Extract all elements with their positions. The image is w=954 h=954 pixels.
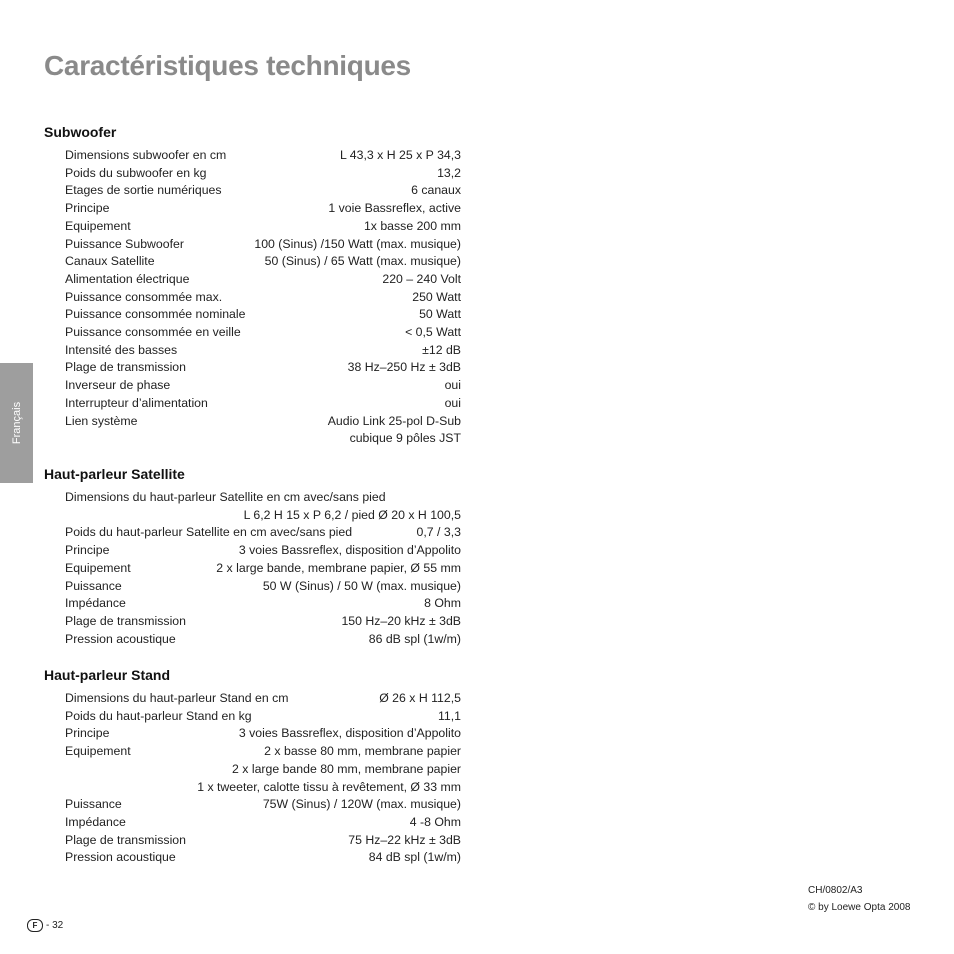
spec-label: Equipement xyxy=(65,744,131,759)
spec-label: Plage de transmission xyxy=(65,360,186,375)
spec-value: ±12 dB xyxy=(422,342,461,357)
spec-row xyxy=(65,778,461,796)
spec-row xyxy=(65,541,461,559)
spec-label: Principe xyxy=(65,543,110,558)
spec-label: Impédance xyxy=(65,596,126,611)
spec-row xyxy=(65,742,461,760)
spec-value: 50 W (Sinus) / 50 W (max. musique) xyxy=(262,578,461,593)
spec-row xyxy=(65,724,461,742)
spec-value: 1x basse 200 mm xyxy=(363,218,461,233)
spec-value: oui xyxy=(444,395,461,410)
page-number: - 32 xyxy=(46,920,64,931)
copyright-text: © by Loewe Opta 2008 xyxy=(808,902,911,913)
spec-value: cubique 9 pôles JST xyxy=(349,431,461,446)
spec-label: Etages de sortie numériques xyxy=(65,183,222,198)
spec-value: 0,7 / 3,3 xyxy=(416,525,461,540)
spec-value: 250 Watt xyxy=(412,289,461,304)
spec-value: 86 dB spl (1w/m) xyxy=(368,631,461,646)
spec-row xyxy=(65,288,461,306)
spec-row xyxy=(65,594,461,612)
spec-row xyxy=(65,394,461,412)
spec-row xyxy=(65,795,461,813)
spec-row xyxy=(65,305,461,323)
spec-row xyxy=(65,358,461,376)
language-side-tab-label: Français xyxy=(10,401,23,445)
spec-label: Equipement xyxy=(65,560,131,575)
spec-row xyxy=(65,707,461,725)
spec-row xyxy=(65,146,461,164)
spec-label: Principe xyxy=(65,726,110,741)
spec-label: Poids du haut-parleur Satellite en cm avec/sans pied xyxy=(65,525,353,540)
spec-value: 75W (Sinus) / 120W (max. musique) xyxy=(262,797,461,812)
spec-label: Puissance consommée nominale xyxy=(65,307,246,322)
spec-row xyxy=(65,181,461,199)
spec-value: 8 Ohm xyxy=(424,596,461,611)
spec-row xyxy=(65,412,461,430)
spec-value: 2 x large bande 80 mm, membrane papier xyxy=(232,761,461,776)
spec-label: Puissance xyxy=(65,797,122,812)
spec-label: Dimensions subwoofer en cm xyxy=(65,148,227,162)
spec-row xyxy=(65,429,461,447)
spec-row xyxy=(65,523,461,541)
spec-row xyxy=(65,506,461,524)
spec-value: 4 -8 Ohm xyxy=(409,814,461,829)
spec-value: 84 dB spl (1w/m) xyxy=(368,850,461,865)
spec-row xyxy=(65,612,461,630)
spec-value: Audio Link 25-pol D-Sub xyxy=(327,413,461,428)
spec-label: Dimensions du haut-parleur Stand en cm xyxy=(65,691,289,705)
spec-row xyxy=(65,341,461,359)
spec-value: oui xyxy=(444,378,461,393)
spec-value: Ø 26 x H 112,5 xyxy=(379,691,461,705)
section-title: Haut-parleur Stand xyxy=(44,667,171,683)
spec-row xyxy=(65,323,461,341)
spec-label: Inverseur de phase xyxy=(65,378,171,393)
spec-label: Canaux Satellite xyxy=(65,254,155,269)
spec-row xyxy=(65,164,461,182)
spec-label: Plage de transmission xyxy=(65,832,186,847)
spec-row xyxy=(65,270,461,288)
spec-label: Dimensions du haut-parleur Satellite en cm avec/sans pied xyxy=(65,490,386,504)
spec-label: Lien système xyxy=(65,413,138,428)
spec-label: Interrupteur d’alimentation xyxy=(65,395,208,410)
spec-label: Poids du subwoofer en kg xyxy=(65,165,207,180)
spec-value: 3 voies Bassreflex, disposition d’Appolito xyxy=(238,543,461,558)
language-side-tab xyxy=(0,363,33,483)
spec-value: 50 Watt xyxy=(419,307,461,322)
spec-value: 2 x large bande, membrane papier, Ø 55 mm xyxy=(216,560,461,575)
spec-label: Poids du haut-parleur Stand en kg xyxy=(65,708,252,723)
spec-row xyxy=(65,252,461,270)
spec-row xyxy=(65,199,461,217)
spec-row xyxy=(65,630,461,648)
spec-row xyxy=(65,577,461,595)
spec-label: Plage de transmission xyxy=(65,613,186,628)
spec-label: Impédance xyxy=(65,814,126,829)
spec-value: 38 Hz–250 Hz ± 3dB xyxy=(347,360,461,375)
document-footer xyxy=(808,882,910,916)
language-badge-icon: F xyxy=(27,919,43,932)
spec-label: Puissance consommée max. xyxy=(65,289,223,304)
page-number-area xyxy=(27,919,63,932)
spec-value: 13,2 xyxy=(437,165,461,180)
spec-value: 100 (Sinus) /150 Watt (max. musique) xyxy=(254,236,461,251)
spec-label: Principe xyxy=(65,201,110,216)
spec-row xyxy=(65,831,461,849)
spec-value: 3 voies Bassreflex, disposition d’Appolito xyxy=(238,726,461,741)
spec-label: Puissance consommée en veille xyxy=(65,325,241,339)
spec-value: 1 voie Bassreflex, active xyxy=(328,201,461,216)
spec-value: < 0,5 Watt xyxy=(405,325,461,339)
spec-row xyxy=(65,813,461,831)
spec-row xyxy=(65,488,461,506)
spec-value: 6 canaux xyxy=(411,183,461,198)
spec-value: 75 Hz–22 kHz ± 3dB xyxy=(348,832,461,847)
spec-row xyxy=(65,235,461,253)
spec-label: Pression acoustique xyxy=(65,631,176,646)
spec-value: 2 x basse 80 mm, membrane papier xyxy=(264,744,461,759)
spec-label: Puissance Subwoofer xyxy=(65,236,184,251)
spec-value: 150 Hz–20 kHz ± 3dB xyxy=(341,613,461,628)
spec-value: 1 x tweeter, calotte tissu à revêtement, Ø 33 mm xyxy=(197,779,461,794)
spec-value: 220 – 240 Volt xyxy=(382,271,461,286)
section-title: Subwoofer xyxy=(44,124,117,140)
document-code: CH/0802/A3 xyxy=(808,885,863,896)
spec-row xyxy=(65,559,461,577)
spec-label: Equipement xyxy=(65,218,131,233)
spec-value: 11,1 xyxy=(437,708,461,723)
spec-row xyxy=(65,760,461,778)
spec-label: Intensité des basses xyxy=(65,342,178,357)
spec-label: Pression acoustique xyxy=(65,850,176,865)
spec-row xyxy=(65,848,461,866)
page-title: Caractéristiques techniques xyxy=(44,50,411,81)
spec-label: Alimentation électrique xyxy=(65,271,190,286)
spec-row xyxy=(65,217,461,235)
spec-label: Puissance xyxy=(65,578,122,593)
spec-row xyxy=(65,689,461,707)
spec-value: L 43,3 x H 25 x P 34,3 xyxy=(340,148,461,162)
spec-value: 50 (Sinus) / 65 Watt (max. musique) xyxy=(264,254,461,269)
section-title: Haut-parleur Satellite xyxy=(44,466,185,482)
spec-row xyxy=(65,376,461,394)
spec-value: L 6,2 H 15 x P 6,2 / pied Ø 20 x H 100,5 xyxy=(243,507,461,522)
